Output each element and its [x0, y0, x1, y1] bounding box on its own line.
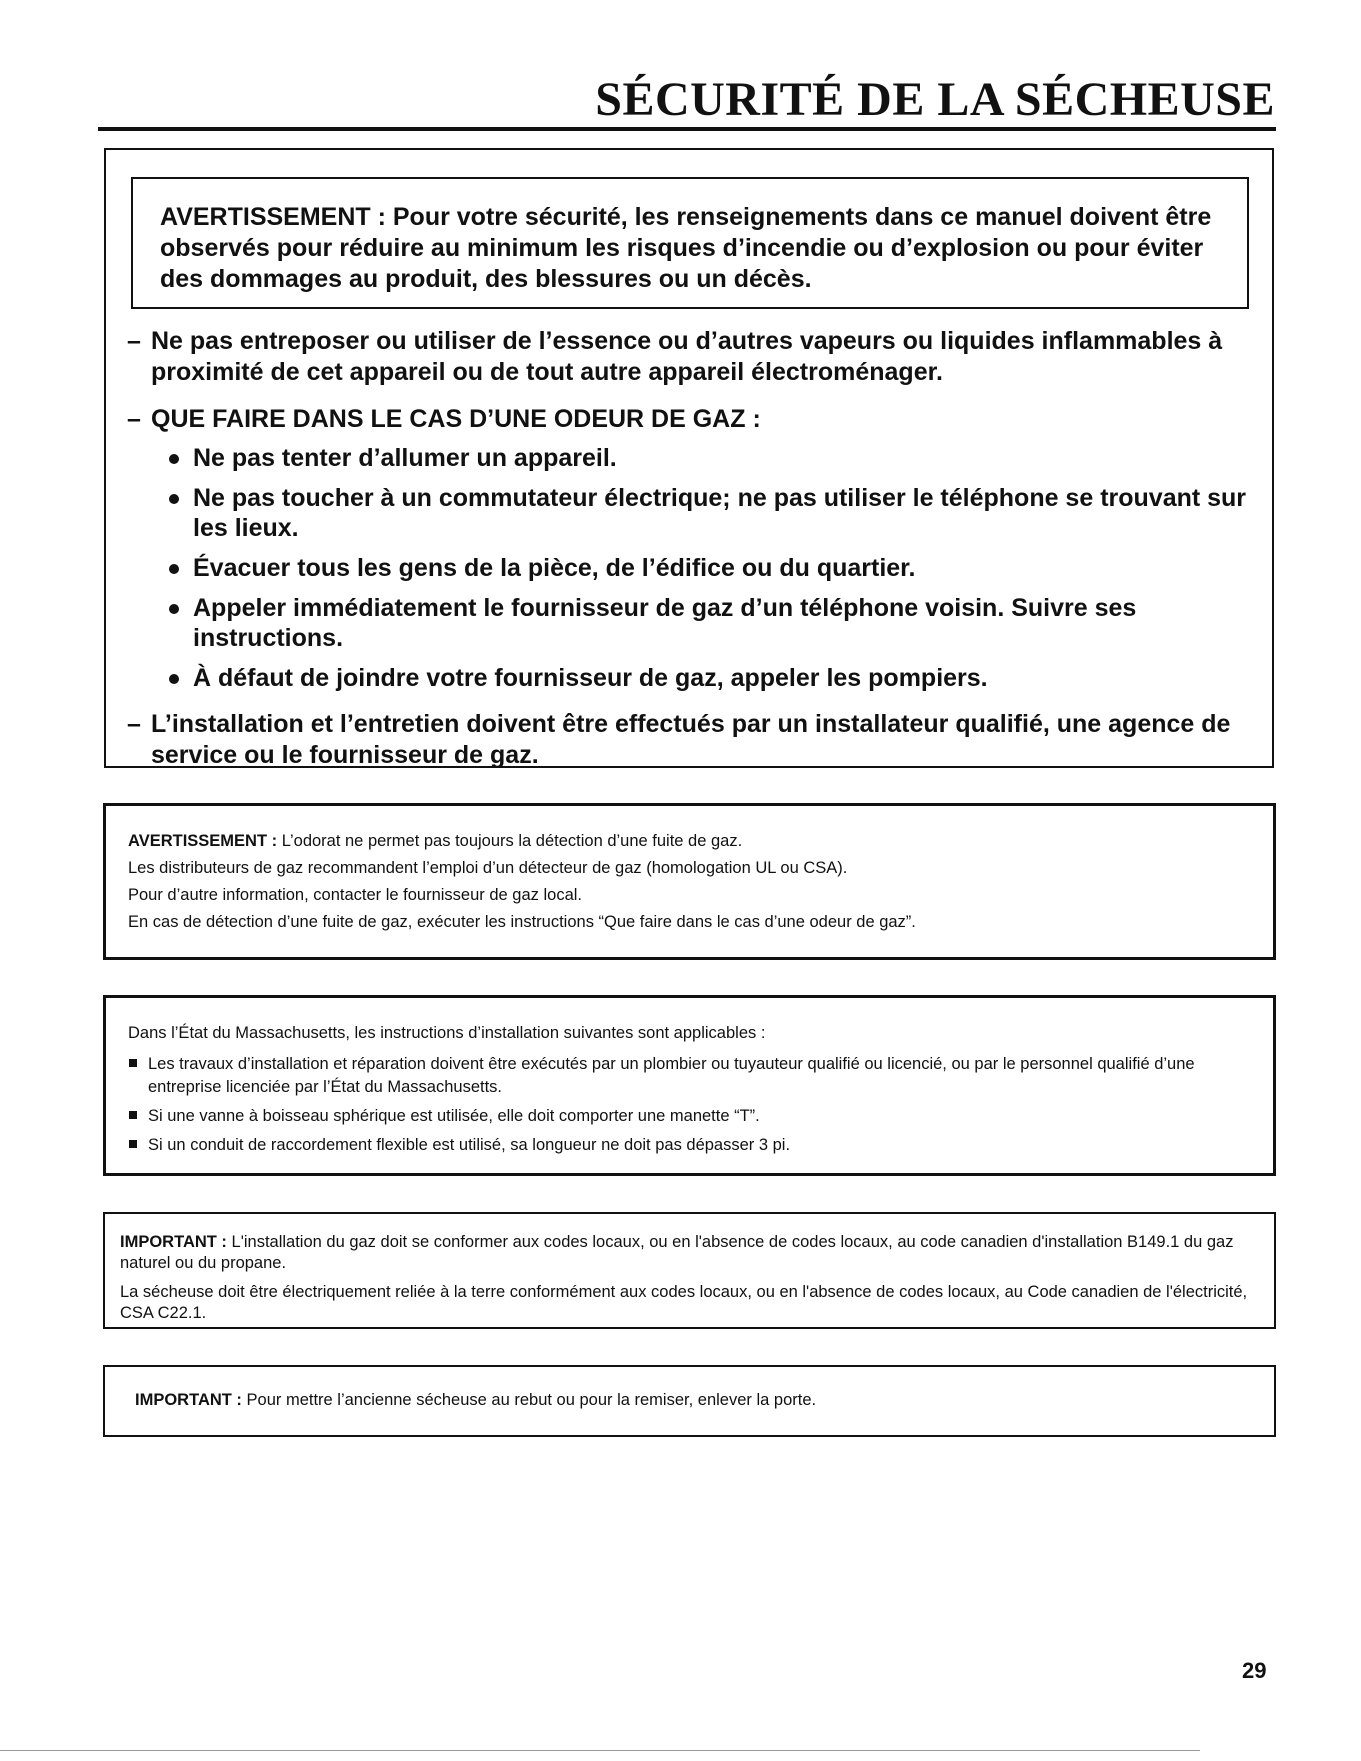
bottom-rule [0, 1750, 1200, 1751]
square-bullet-icon [129, 1140, 137, 1148]
odor-line: Pour d’autre information, contacter le fournisseur de gaz local. [128, 886, 582, 904]
page-title: SÉCURITÉ DE LA SÉCHEUSE [595, 73, 1275, 126]
list-item [128, 1105, 1208, 1128]
installation-text: L’installation et l’entretien doivent être effectués par un installateur qualifié, une agence de service ou le fournisseur de gaz. [151, 710, 1231, 769]
step-text: À défaut de joindre votre fournisseur de gaz, appeler les pompiers. [193, 664, 988, 692]
odor-line: En cas de détection d’une fuite de gaz, exécuter les instructions “Que faire dans le cas d’une odeur de gaz”. [128, 913, 916, 931]
odor-line-text: L’odorat ne permet pas toujours la détection d’une fuite de gaz. [277, 832, 743, 850]
odor-line: Les distributeurs de gaz recommandent l’emploi d’un détecteur de gaz (homologation UL ou CSA). [128, 859, 848, 877]
list-item [127, 326, 1257, 388]
list-item [128, 1134, 1208, 1157]
warning-label: AVERTISSEMENT : [128, 832, 278, 850]
storage-warning-text: Ne pas entreposer ou utiliser de l’essence ou d’autres vapeurs ou liquides inflammables à proximité de cet appareil ou de tout autre appareil électroménager. [151, 327, 1223, 386]
canadian-code-box [103, 1212, 1276, 1329]
dash-marker: – [127, 405, 141, 433]
page-number: 29 [1242, 1658, 1267, 1683]
list-item [127, 404, 1257, 693]
massachusetts-rule: Si un conduit de raccordement flexible est utilisé, sa longueur ne doit pas dépasser 3 pi. [148, 1136, 791, 1154]
safety-instructions-list [127, 326, 1257, 787]
step-text: Ne pas tenter d’allumer un appareil. [193, 444, 617, 472]
step-text: Appeler immédiatement le fournisseur de gaz d’un téléphone voisin. Suivre ses instructions. [193, 594, 1137, 652]
list-item [169, 483, 1257, 543]
massachusetts-rule: Si une vanne à boisseau sphérique est utilisée, elle doit comporter une manette “T”. [148, 1107, 760, 1125]
warning-callout [131, 177, 1249, 309]
warning-text: AVERTISSEMENT : Pour votre sécurité, les renseignements dans ce manuel doivent être observés pour réduire au minimum les risques d’incendie ou d’explosion ou pour éviter des dommages au produit, des blessures ou un décès. [160, 203, 1212, 293]
massachusetts-intro: Dans l’État du Massachusetts, les instructions d’installation suivantes sont applicables : [128, 1024, 766, 1042]
step-text: Évacuer tous les gens de la pièce, de l’édifice ou du quartier. [193, 554, 916, 582]
list-item [169, 593, 1257, 653]
step-text: Ne pas toucher à un commutateur électrique; ne pas utiliser le téléphone se trouvant sur les lieux. [193, 484, 1247, 542]
gas-odor-heading: QUE FAIRE DANS LE CAS D’UNE ODEUR DE GAZ : [151, 405, 761, 433]
bullet-icon [169, 604, 179, 614]
important-label: IMPORTANT : [135, 1391, 242, 1409]
gas-code-text: L'installation du gaz doit se conformer aux codes locaux, ou en l'absence de codes locaux, au code canadien d'installation B149.1 du gaz naturel ou du propane. [120, 1233, 1234, 1272]
title-underline [98, 127, 1276, 131]
bullet-icon [169, 454, 179, 464]
dash-marker: – [127, 710, 141, 738]
important-label: IMPORTANT : [120, 1233, 227, 1251]
massachusetts-rule: Les travaux d’installation et réparation doivent être exécutés par un plombier ou tuyauteur qualifié ou licencié, ou par le personnel qualifié d’une entreprise licenciée par l’État du Massachusetts. [148, 1055, 1195, 1096]
bullet-icon [169, 494, 179, 504]
door-removal-box [103, 1365, 1276, 1437]
massachusetts-box [103, 995, 1276, 1176]
list-item [169, 553, 1257, 583]
gas-code-paragraph [120, 1232, 1260, 1274]
bullet-icon [169, 674, 179, 684]
electrical-code-paragraph: La sécheuse doit être électriquement reliée à la terre conformément aux codes locaux, ou en l'absence de codes locaux, au Code canadien de l'électricité, CSA C22.1. [120, 1283, 1248, 1322]
square-bullet-icon [129, 1059, 137, 1067]
dash-marker: – [127, 327, 141, 355]
bullet-icon [169, 564, 179, 574]
gas-odor-warning-box [103, 803, 1276, 960]
square-bullet-icon [129, 1111, 137, 1119]
list-item [127, 709, 1257, 771]
list-item [128, 1053, 1208, 1099]
odor-line [128, 828, 1273, 855]
list-item [169, 663, 1257, 693]
door-removal-paragraph [135, 1391, 1274, 1410]
door-removal-text: Pour mettre l’ancienne sécheuse au rebut ou pour la remiser, enlever la porte. [241, 1391, 817, 1409]
gas-odor-steps [151, 443, 1257, 693]
list-item [169, 443, 1257, 473]
